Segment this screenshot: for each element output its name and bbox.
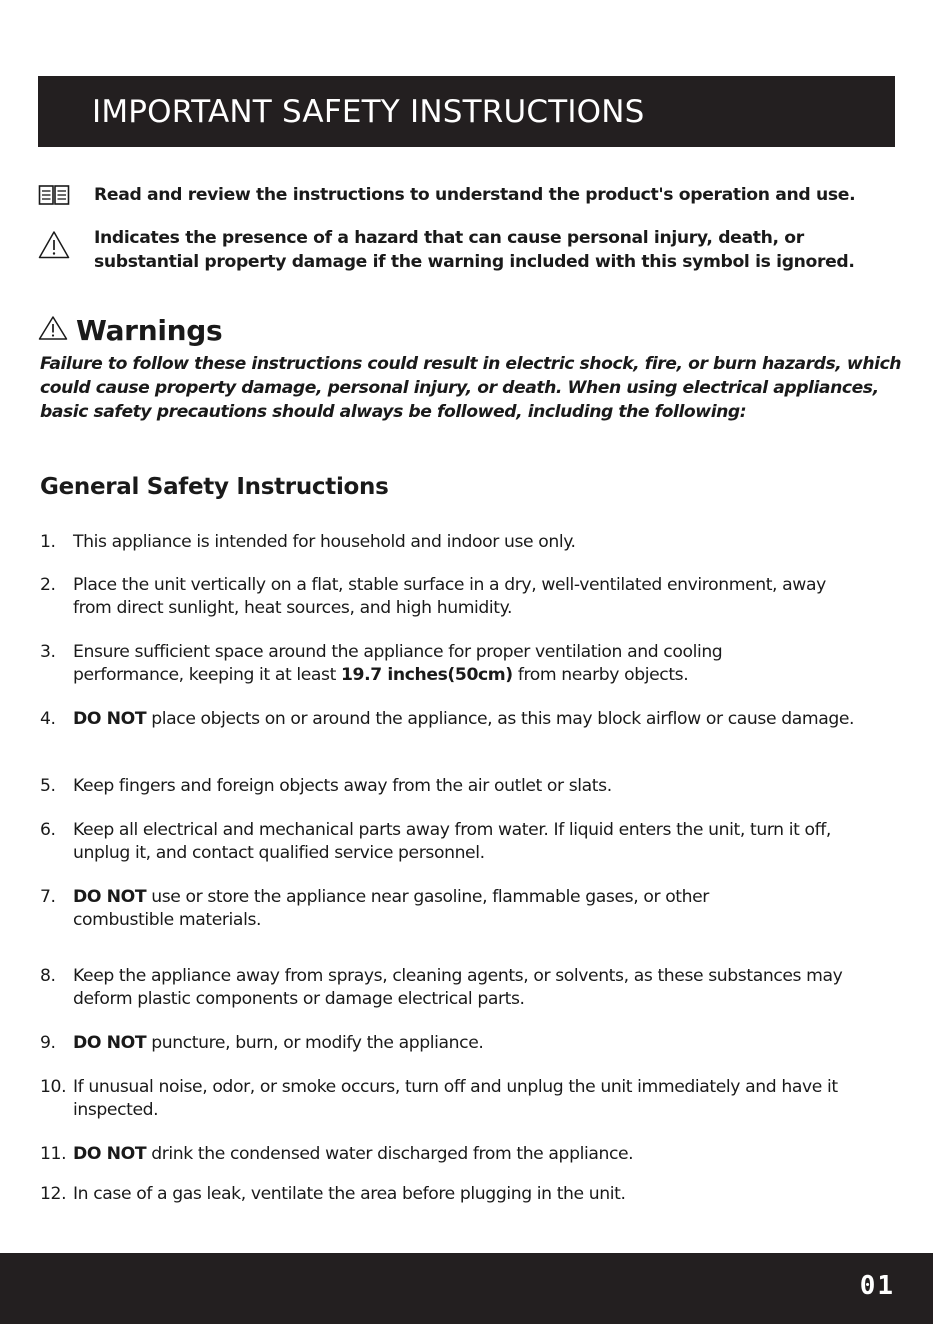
list-item [40, 775, 900, 798]
list-item-body: In case of a gas leak, ventilate the area before plugging in the unit. [73, 1184, 626, 1204]
page-title: IMPORTANT SAFETY INSTRUCTIONS [92, 93, 645, 130]
list-item [40, 574, 900, 620]
warning-triangle-icon [38, 315, 68, 345]
legend-row-read-manual [38, 183, 898, 210]
list-item-number: 1. [40, 532, 56, 552]
list-item-number: 3. [40, 642, 56, 662]
list-item [40, 1183, 900, 1206]
list-item-body: drink the condensed water discharged from the appliance. [146, 1144, 634, 1164]
list-item-number: 9. [40, 1033, 56, 1053]
list-item-body: Keep the appliance away from sprays, cleaning agents, or solvents, as these substances may deform plastic components or damage electrical parts. [73, 966, 843, 1009]
warnings-title: Warnings [76, 313, 223, 347]
warnings-heading [38, 310, 222, 350]
list-item-number: 8. [40, 966, 56, 986]
list-item-text [73, 708, 863, 731]
list-item-number: 5. [40, 776, 56, 796]
list-item-body: Place the unit vertically on a flat, stable surface in a dry, well-ventilated environment, away from direct sunlight, heat sources, and high humidity. [73, 575, 826, 618]
list-item [40, 1076, 900, 1122]
list-item-body-after: from nearby objects. [512, 665, 689, 685]
legend-text-hazard: Indicates the presence of a hazard that can cause personal injury, death, or substantial property damage if the warning included with this symbol is ignored. [94, 228, 855, 272]
list-item-text [73, 1183, 900, 1206]
list-item-emphasis: DO NOT [73, 1144, 147, 1164]
footer-bar [0, 1253, 933, 1324]
list-item [40, 1143, 900, 1166]
list-item-number: 6. [40, 820, 56, 840]
list-item-body: Ensure sufficient space around the appliance for proper ventilation and cooling performance, keeping it at least [73, 642, 723, 685]
list-item-body: Keep all electrical and mechanical parts away from water. If liquid enters the unit, turn it off, unplug it, and contact qualified service personnel. [73, 820, 832, 863]
list-item-number: 12. [40, 1184, 67, 1204]
page-number: 01 [859, 1271, 895, 1301]
list-item-body: use or store the appliance near gasoline, flammable gases, or other combustible materials. [73, 887, 709, 930]
list-item-text [73, 1032, 900, 1055]
list-item [40, 819, 900, 865]
list-item-text [73, 641, 813, 687]
manual-book-icon [38, 183, 94, 210]
list-item-text [73, 819, 843, 865]
warning-triangle-icon [38, 226, 94, 274]
legend-text-read-manual: Read and review the instructions to understand the product's operation and use. [94, 185, 856, 205]
list-item-number: 7. [40, 887, 56, 907]
list-item [40, 708, 900, 731]
list-item-body: puncture, burn, or modify the appliance. [146, 1033, 484, 1053]
list-item-emphasis: DO NOT [73, 887, 147, 907]
list-item-emphasis: DO NOT [73, 1033, 147, 1053]
list-item-text [73, 1143, 900, 1166]
header-bar [38, 76, 895, 147]
list-item-body: If unusual noise, odor, or smoke occurs, turn off and unplug the unit immediately and have it inspected. [73, 1077, 838, 1120]
list-item-body: place objects on or around the appliance, as this may block airflow or cause damage. [146, 709, 855, 729]
list-item [40, 531, 900, 554]
list-item-text [73, 775, 900, 798]
list-item [40, 965, 900, 1011]
list-item [40, 1032, 900, 1055]
list-item-number: 10. [40, 1077, 67, 1097]
list-item [40, 886, 900, 932]
list-item-text [73, 574, 863, 620]
list-item-number: 11. [40, 1144, 67, 1164]
list-item [40, 641, 900, 687]
general-safety-heading: General Safety Instructions [40, 474, 389, 500]
list-item-text [73, 531, 900, 554]
list-item-text [73, 1076, 853, 1122]
legend-row-hazard [38, 226, 898, 274]
list-item-emphasis: DO NOT [73, 709, 147, 729]
list-item-emphasis: 19.7 inches(50cm) [341, 665, 513, 685]
list-item-text [73, 965, 863, 1011]
list-item-number: 2. [40, 575, 56, 595]
list-item-body: Keep fingers and foreign objects away from the air outlet or slats. [73, 776, 612, 796]
list-item-body: This appliance is intended for household and indoor use only. [73, 532, 576, 552]
list-item-text [73, 886, 773, 932]
warnings-description: Failure to follow these instructions could result in electric shock, fire, or burn hazards, which could cause property damage, personal injury, or death. When using electrical appliances, basic safety precautions should always be followed, including the following: [40, 354, 902, 422]
list-item-number: 4. [40, 709, 56, 729]
